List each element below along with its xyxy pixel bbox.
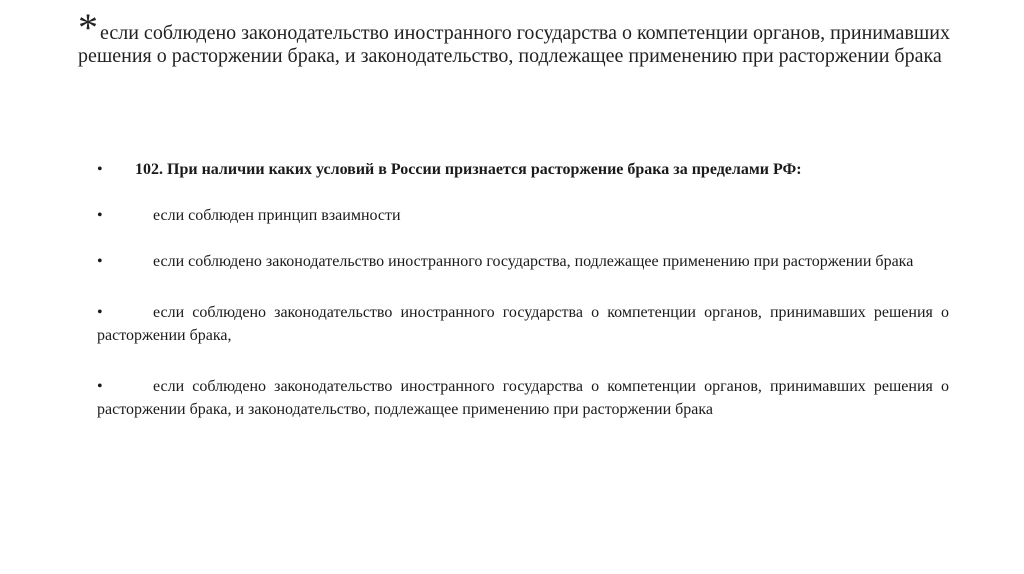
- slide-title: [78, 5, 978, 68]
- bullet: •: [97, 253, 103, 270]
- list-item-question: [97, 158, 949, 181]
- bullet: •: [97, 161, 103, 178]
- question-text: 102. При наличии каких условий в России признается расторжение брака за пределами РФ:: [135, 161, 802, 178]
- bullet: •: [97, 378, 103, 395]
- bullet: •: [97, 207, 103, 224]
- answer-text: если соблюдено законодательство иностранного государства о компетенции органов, принимавших решения о расторжении брака,: [97, 304, 949, 344]
- asterisk-icon: *: [78, 5, 98, 50]
- slide-title-text: если соблюдено законодательство иностранного государства о компетенции органов, принимавших решения о расторжении брака, и законодательство, подлежащее применению при расторжении брака: [78, 22, 950, 67]
- list-item-answer-1: [97, 204, 949, 227]
- bullet: •: [97, 304, 103, 321]
- answer-text: если соблюдено законодательство иностранного государства о компетенции органов, принимавших решения о расторжении брака, и законодательство, подлежащее применению при расторжении брака: [97, 378, 949, 418]
- list-item-answer-4: [97, 375, 949, 421]
- list-item-answer-3: [97, 301, 949, 347]
- answer-text: если соблюдено законодательство иностранного государства, подлежащее применению при расторжении брака: [153, 253, 914, 270]
- answer-text: если соблюден принцип взаимности: [153, 207, 401, 224]
- question-list: [97, 158, 949, 421]
- list-item-answer-2: [97, 250, 949, 273]
